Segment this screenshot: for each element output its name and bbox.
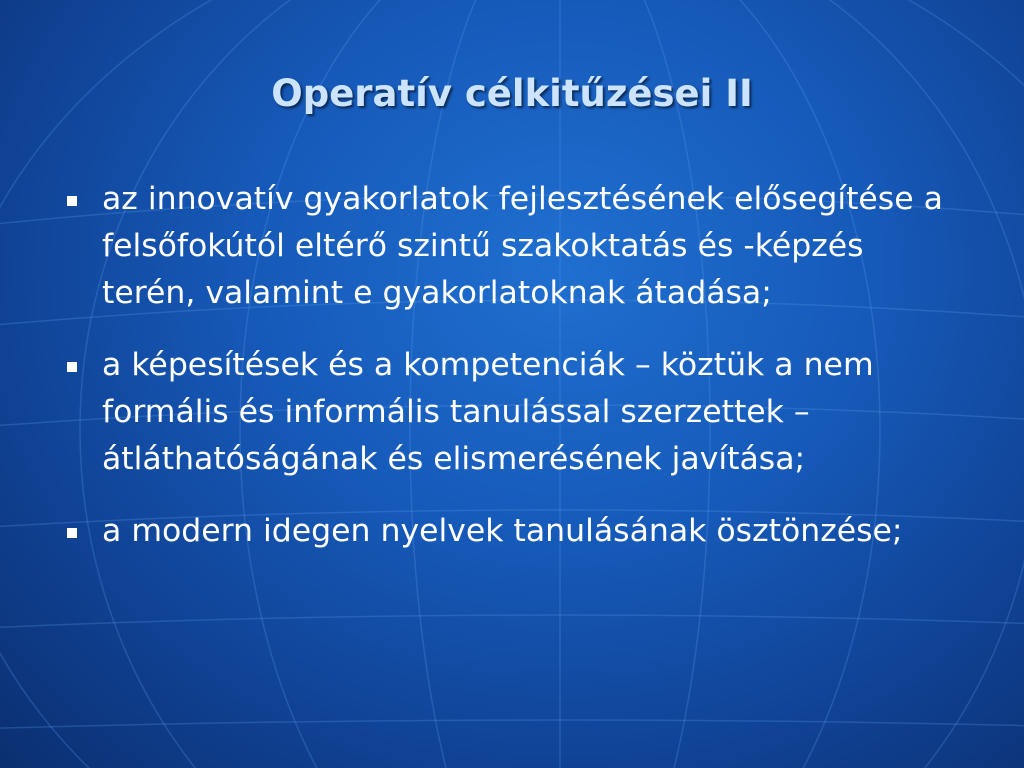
bullet-text: a modern idegen nyelvek tanulásának ösztönzése; — [102, 513, 903, 549]
square-bullet-icon — [67, 196, 77, 206]
bullet-text: az innovatív gyakorlatok fejlesztésének elősegítése a felsőfokútól eltérő szintű szakoktatás és -képzés terén, valamint e gyakorlatoknak átadása; — [102, 181, 943, 311]
square-bullet-icon — [67, 362, 77, 372]
bullet-text: a képesítések és a kompetenciák – köztük a nem formális és informális tanulással szerzettek – átláthatóságának és elismerésének javítása; — [102, 347, 874, 477]
square-bullet-icon — [67, 528, 77, 538]
slide-title: Operatív célkitűzései II — [271, 72, 753, 115]
bullet-item — [64, 342, 964, 483]
bullet-item — [64, 176, 964, 317]
bullet-list — [64, 176, 964, 580]
bullet-item — [64, 508, 964, 555]
